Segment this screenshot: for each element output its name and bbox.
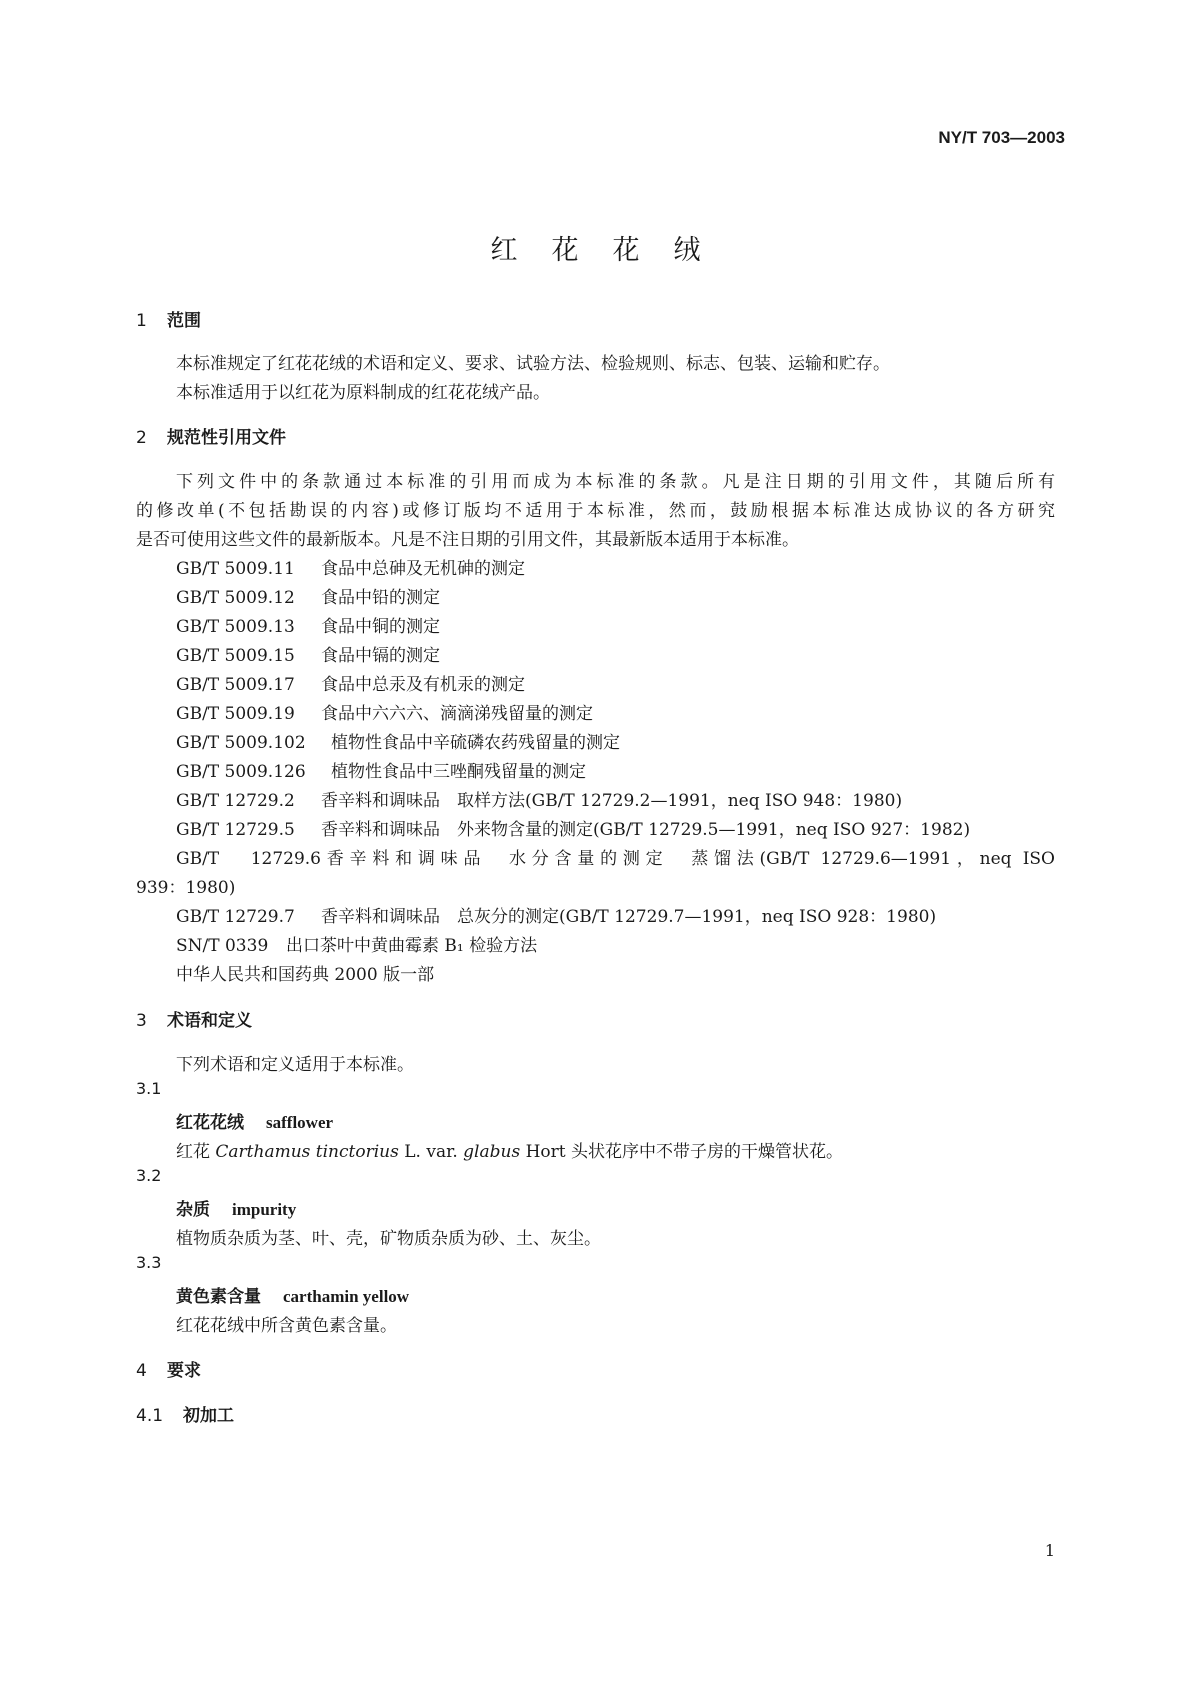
term-heading: 红花花绒 safflower: [176, 1113, 334, 1133]
section-title: 规范性引用文件: [167, 428, 286, 448]
reference-item: GB/T 5009.102 植物性食品中辛硫磷农药残留量的测定: [176, 733, 620, 753]
paragraph: 下列术语和定义适用于本标准。: [176, 1055, 414, 1075]
reference-item: GB/T 5009.15 食品中镉的测定: [176, 646, 440, 666]
term-definition: 红花 Carthamus tinctorius L. var. glabus Hort 头状花序中不带子房的干燥管状花。: [176, 1142, 843, 1162]
reference-item: GB/T 12729.6香辛料和调味品 水分含量的测定 蒸馏法(GB/T 12729.6—1991，neq ISO: [176, 849, 1055, 869]
subsection-number: 3.3: [136, 1253, 162, 1272]
term-definition: 植物质杂质为茎、叶、壳，矿物质杂质为砂、土、灰尘。: [176, 1229, 601, 1249]
reference-item: SN/T 0339 出口茶叶中黄曲霉素 B₁ 检验方法: [176, 936, 538, 956]
page-title: 红花花绒: [490, 235, 735, 266]
subsection-title: 初加工: [183, 1406, 234, 1426]
section-number: 1: [136, 311, 147, 331]
section-title: 范围: [167, 311, 201, 331]
section-title: 术语和定义: [167, 1011, 252, 1031]
reference-item: GB/T 5009.12 食品中铅的测定: [176, 588, 440, 608]
paragraph-line: 的修改单(不包括勘误的内容)或修订版均不适用于本标准，然而，鼓励根据本标准达成协议的各方研究: [136, 501, 1055, 521]
section-number: 2: [136, 428, 147, 448]
section-number: 3: [136, 1011, 147, 1031]
subsection-number: 3.1: [136, 1079, 162, 1098]
reference-item: GB/T 5009.11 食品中总砷及无机砷的测定: [176, 559, 525, 579]
paragraph: 本标准适用于以红花为原料制成的红花花绒产品。: [176, 383, 550, 403]
reference-item: GB/T 5009.13 食品中铜的测定: [176, 617, 440, 637]
section-title: 要求: [167, 1361, 201, 1381]
section-1-heading: [136, 306, 201, 331]
reference-item: GB/T 5009.19 食品中六六六、滴滴涕残留量的测定: [176, 704, 593, 724]
reference-item: GB/T 5009.17 食品中总汞及有机汞的测定: [176, 675, 525, 695]
subsection-4-1-heading: [136, 1401, 234, 1426]
section-number: 4: [136, 1361, 147, 1381]
reference-item: GB/T 12729.2 香辛料和调味品 取样方法(GB/T 12729.2—1991，neq ISO 948：1980): [176, 791, 903, 811]
page-number: 1: [1044, 1541, 1055, 1560]
reference-item: 939：1980): [136, 878, 236, 898]
term-heading: 杂质 impurity: [176, 1200, 297, 1220]
paragraph-line: 下列文件中的条款通过本标准的引用而成为本标准的条款。凡是注日期的引用文件，其随后所有: [176, 472, 1055, 492]
section-4-heading: [136, 1356, 201, 1381]
subsection-number: 3.2: [136, 1166, 162, 1185]
reference-item: GB/T 12729.5 香辛料和调味品 外来物含量的测定(GB/T 12729.5—1991，neq ISO 927：1982): [176, 820, 971, 840]
section-3-heading: [136, 1006, 252, 1031]
paragraph: 本标准规定了红花花绒的术语和定义、要求、试验方法、检验规则、标志、包装、运输和贮存。: [176, 354, 890, 374]
standard-number: NY/T 703—2003: [938, 128, 1065, 147]
paragraph-line: 是否可使用这些文件的最新版本。凡是不注日期的引用文件，其最新版本适用于本标准。: [136, 530, 799, 550]
subsection-number: 4.1: [136, 1406, 164, 1426]
term-definition: 红花花绒中所含黄色素含量。: [176, 1316, 397, 1336]
reference-item: 中华人民共和国药典 2000 版一部: [176, 965, 435, 985]
term-heading: 黄色素含量 carthamin yellow: [176, 1287, 410, 1307]
reference-item: GB/T 12729.7 香辛料和调味品 总灰分的测定(GB/T 12729.7—1991，neq ISO 928：1980): [176, 907, 937, 927]
reference-item: GB/T 5009.126 植物性食品中三唑酮残留量的测定: [176, 762, 586, 782]
section-2-heading: [136, 423, 286, 448]
